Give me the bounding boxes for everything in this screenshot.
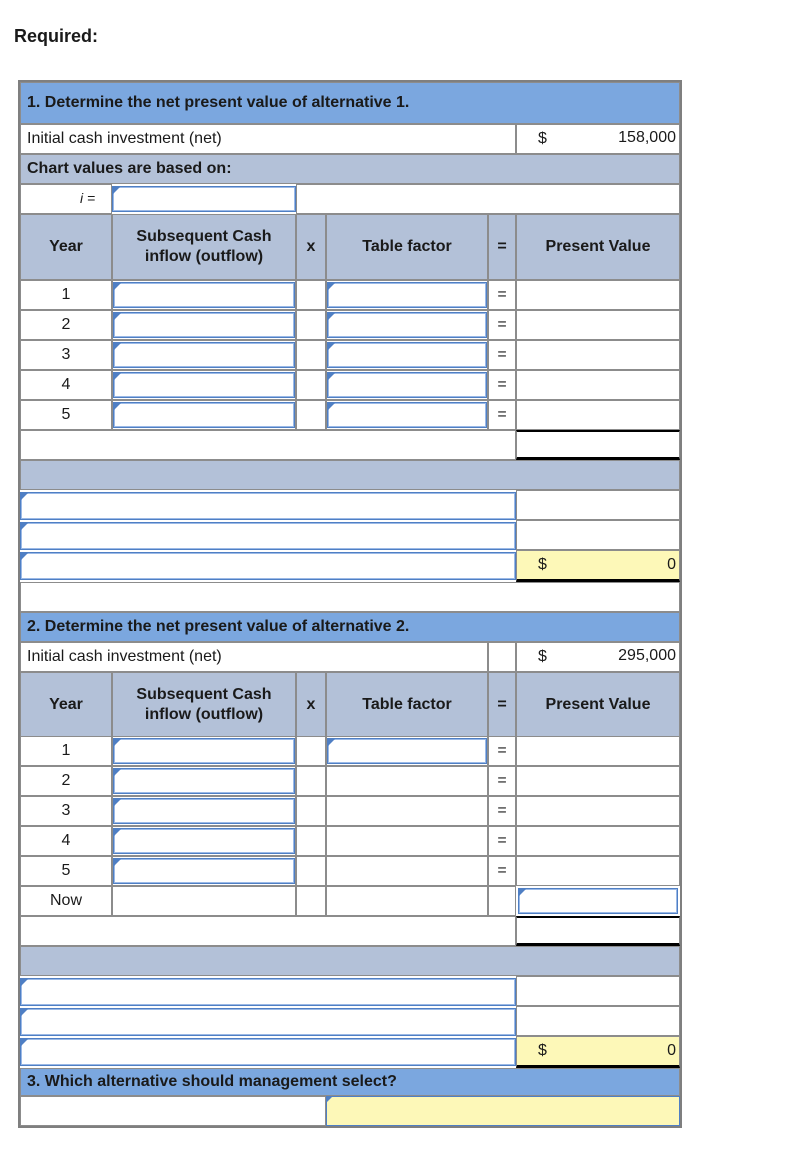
part1-row-cash-input[interactable] xyxy=(113,312,295,338)
part2-row-year-label: 4 xyxy=(20,826,112,856)
part2-row-x-cell xyxy=(296,826,326,856)
part2-row-cash-input[interactable] xyxy=(113,828,295,854)
part2-row-factor-input[interactable] xyxy=(327,738,487,764)
part2-now-factor xyxy=(326,886,488,916)
part2-row-cash-input[interactable] xyxy=(113,738,295,764)
part3-dropdown-marker xyxy=(326,1096,333,1103)
part1-npv-currency: $ xyxy=(538,556,547,573)
part1-row-eq-sign: = xyxy=(488,370,516,400)
part2-row-x-cell xyxy=(296,856,326,886)
i-label: i = xyxy=(80,190,96,206)
part1-row-cash-input[interactable] xyxy=(113,342,295,368)
part1-row-eq-sign: = xyxy=(488,310,516,340)
part1-row-factor-input[interactable] xyxy=(327,402,487,428)
part1-row-pv-cell xyxy=(516,370,680,400)
part1-row-eq-sign: = xyxy=(488,340,516,370)
part2-subtotal-cell xyxy=(516,916,680,946)
part1-col-year: Year xyxy=(20,214,112,280)
part1-row-eq-sign: = xyxy=(488,280,516,310)
part2-col-cash: Subsequent Cash inflow (outflow) xyxy=(112,672,296,738)
part2-summary-select-2[interactable] xyxy=(20,1008,516,1036)
part1-col-cash: Subsequent Cash inflow (outflow) xyxy=(112,214,296,280)
part1-row-pv-cell xyxy=(516,310,680,340)
part1-row-year-label: 2 xyxy=(20,310,112,340)
part2-summary-value-1 xyxy=(516,976,680,1006)
part1-summary-header xyxy=(20,460,680,490)
part1-row-cash-input[interactable] xyxy=(113,402,295,428)
part1-row-year-label: 5 xyxy=(20,400,112,430)
part2-col-eq: = xyxy=(488,672,516,738)
part2-now-eq xyxy=(488,886,516,916)
part2-row-factor-cell xyxy=(326,826,488,856)
part1-npv-select[interactable] xyxy=(20,552,516,580)
part2-row-year-label: 3 xyxy=(20,796,112,826)
part2-row-pv-cell xyxy=(516,826,680,856)
part1-row-x-cell xyxy=(296,340,326,370)
part2-npv-currency: $ xyxy=(538,1042,547,1059)
part1-row-year-label: 4 xyxy=(20,370,112,400)
part1-col-factor: Table factor xyxy=(326,214,488,280)
part1-summary-value-2 xyxy=(516,520,680,550)
part1-summary-select-2[interactable] xyxy=(20,522,516,550)
required-heading: Required: xyxy=(14,26,99,46)
part2-npv-select[interactable] xyxy=(20,1038,516,1066)
part2-initial-value: 295,000 xyxy=(618,647,676,664)
part2-subtotal-label-cell xyxy=(20,916,516,946)
part-spacer xyxy=(20,582,680,612)
part2-row-x-cell xyxy=(296,766,326,796)
part2-row-cash-input[interactable] xyxy=(113,858,295,884)
part1-chart-based-label: Chart values are based on: xyxy=(20,154,680,184)
part2-summary-header xyxy=(20,946,680,976)
part1-row-x-cell xyxy=(296,400,326,430)
part1-col-pv: Present Value xyxy=(516,214,680,280)
interest-rate-input[interactable] xyxy=(112,186,296,212)
part2-row-x-cell xyxy=(296,736,326,766)
part2-row-pv-cell xyxy=(516,766,680,796)
part1-row-cash-input[interactable] xyxy=(113,372,295,398)
part2-row-year-label: 2 xyxy=(20,766,112,796)
part3-blank-cell xyxy=(20,1096,326,1126)
part1-col-eq: = xyxy=(488,214,516,280)
part2-col-x: x xyxy=(296,672,326,738)
part1-title: 1. Determine the net present value of alternative 1. xyxy=(20,82,680,124)
part1-row-factor-input[interactable] xyxy=(327,312,487,338)
part2-now-x xyxy=(296,886,326,916)
part2-row-factor-cell xyxy=(326,856,488,886)
part2-row-factor-cell xyxy=(326,766,488,796)
part1-initial-label: Initial cash investment (net) xyxy=(20,124,516,154)
part2-row-year-label: 5 xyxy=(20,856,112,886)
part2-npv-value: 0 xyxy=(667,1042,676,1059)
part1-row-cash-input[interactable] xyxy=(113,282,295,308)
part3-answer-select[interactable] xyxy=(326,1096,680,1126)
part1-row-factor-input[interactable] xyxy=(327,282,487,308)
part2-row-pv-cell xyxy=(516,736,680,766)
part2-row-pv-cell xyxy=(516,856,680,886)
part1-row-pv-cell xyxy=(516,280,680,310)
part2-row-cash-input[interactable] xyxy=(113,798,295,824)
part1-col-x: x xyxy=(296,214,326,280)
part2-summary-select-1[interactable] xyxy=(20,978,516,1006)
part2-row-eq-sign: = xyxy=(488,736,516,766)
part1-npv-value: 0 xyxy=(667,556,676,573)
i-row-blank xyxy=(296,184,680,214)
part1-summary-value-1 xyxy=(516,490,680,520)
part1-row-x-cell xyxy=(296,280,326,310)
part2-initial-eq-cell xyxy=(488,642,516,672)
part2-row-pv-cell xyxy=(516,796,680,826)
part1-row-eq-sign: = xyxy=(488,400,516,430)
i-label-cell xyxy=(20,184,112,214)
part2-col-pv: Present Value xyxy=(516,672,680,738)
part1-row-pv-cell xyxy=(516,400,680,430)
part2-row-eq-sign: = xyxy=(488,766,516,796)
part2-now-label: Now xyxy=(20,886,112,916)
part2-col-year: Year xyxy=(20,672,112,738)
part2-col-factor: Table factor xyxy=(326,672,488,738)
part1-initial-currency: $ xyxy=(538,130,547,147)
part2-row-factor-cell xyxy=(326,796,488,826)
part2-row-eq-sign: = xyxy=(488,856,516,886)
part2-summary-value-2 xyxy=(516,1006,680,1036)
part2-row-year-label: 1 xyxy=(20,736,112,766)
part1-row-x-cell xyxy=(296,310,326,340)
part1-row-pv-cell xyxy=(516,340,680,370)
part2-now-pv-input[interactable] xyxy=(518,888,678,914)
part2-row-cash-input[interactable] xyxy=(113,768,295,794)
part2-row-eq-sign: = xyxy=(488,826,516,856)
part2-title: 2. Determine the net present value of alternative 2. xyxy=(20,612,680,642)
part2-row-eq-sign: = xyxy=(488,796,516,826)
part1-row-year-label: 1 xyxy=(20,280,112,310)
part2-initial-currency: $ xyxy=(538,648,547,665)
part2-initial-label: Initial cash investment (net) xyxy=(20,642,488,672)
part1-row-x-cell xyxy=(296,370,326,400)
part1-row-factor-input[interactable] xyxy=(327,342,487,368)
part1-summary-select-1[interactable] xyxy=(20,492,516,520)
part2-now-cash xyxy=(112,886,296,916)
part3-title: 3. Which alternative should management select? xyxy=(20,1068,680,1096)
part1-subtotal-cell xyxy=(516,430,680,460)
part1-row-factor-input[interactable] xyxy=(327,372,487,398)
part2-row-x-cell xyxy=(296,796,326,826)
part1-initial-value: 158,000 xyxy=(618,129,676,146)
part1-subtotal-label-cell xyxy=(20,430,516,460)
part1-row-year-label: 3 xyxy=(20,340,112,370)
